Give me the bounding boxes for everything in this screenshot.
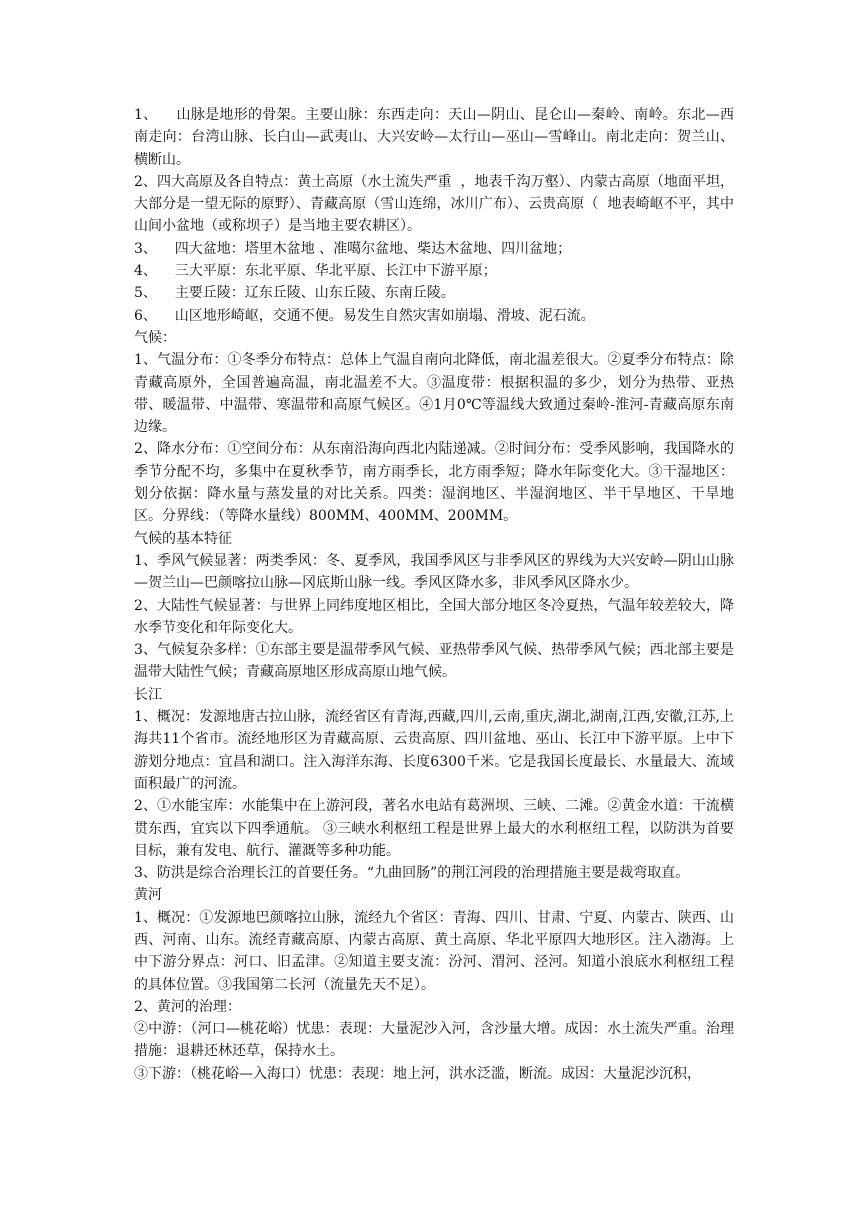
paragraph: 1、概况：①发源地巴颜喀拉山脉，流经九个省区：青海、四川、甘肃、宁夏、内蒙古、陕西、山西、河南、山东。流经青藏高原、内蒙古高原、黄土高原、华北平原四大地形区。注入渤海。上中下游分界点：河口、旧孟津。②知道主要支流：汾河、渭河、泾河。知道小浪底水利枢纽工程的具体位置。③我国第二长河（流量先天不足）。 <box>134 909 734 993</box>
paragraph: ②中游：（河口—桃花峪）忧患：表现：大量泥沙入河，含沙量大增。成因：水土流失严重。治理措施：退耕还林还草，保持水土。 <box>134 1021 734 1060</box>
paragraph: 1、气温分布：①冬季分布特点：总体上气温自南向北降低，南北温差很大。②夏季分布特点：除青藏高原外，全国普遍高温，南北温差不大。③温度带：根据积温的多少，划分为热带、亚热带、暖温带、中温带、寒温带和高原气候区。④1月0℃等温线大致通过秦岭-淮河-青藏高原东南边缘。 <box>134 352 734 436</box>
paragraph: ③下游：（桃花峪—入海口）忧患：表现：地上河，洪水泛滥，断流。成因：大量泥沙沉积， <box>134 1065 701 1082</box>
section-heading: 长江 <box>134 686 162 703</box>
paragraph: 3、气候复杂多样：①东部主要是温带季风气候、亚热带季风气候、热带季风气候；西北部主要是温带大陆性气候；青藏高原地区形成高原山地气候。 <box>134 642 734 681</box>
paragraph: 2、①水能宝库：水能集中在上游河段，著名水电站有葛洲坝、三峡、二滩。②黄金水道：干流横贯东西，宜宾以下四季通航。 ③三峡水利枢纽工程是世界上最大的水利枢纽工程，以防洪为首要目标，兼有发电、航行、灌溉等多种功能。 <box>134 798 734 859</box>
paragraph: 1、概况：发源地唐古拉山脉，流经省区有青海,西藏,四川,云南,重庆,湖北,湖南,江西,安徽,江苏,上海共11个省市。流经地形区为青藏高原、云贵高原、四川盆地、巫山、长江中下游平原。上中下游划分地点：宜昌和湖口。注入海洋东海、长度6300千米。它是我国长度最长、水量最大、流域面积最广的河流。 <box>134 709 734 792</box>
paragraph: 2、大陆性气候显著：与世界上同纬度地区相比，全国大部分地区冬冷夏热，气温年较差较大，降水季节变化和年际变化大。 <box>134 597 734 636</box>
paragraph: 4、 三大平原：东北平原、华北平原、长江中下游平原； <box>134 263 497 280</box>
section-heading: 黄河 <box>134 887 162 904</box>
section-heading: 气候： <box>134 329 176 346</box>
document-body <box>134 104 734 1085</box>
paragraph: 1、季风气候显著：两类季风：冬、夏季风，我国季风区与非季风区的界线为大兴安岭—阴山山脉—贺兰山—巴颜喀拉山脉—冈底斯山脉一线。季风区降水多，非风季风区降水少。 <box>134 552 734 592</box>
paragraph: 3、 四大盆地：塔里木盆地 、准噶尔盆地、柴达木盆地、四川盆地； <box>134 240 572 257</box>
section-heading: 2、黄河的治理： <box>134 998 241 1015</box>
paragraph: 2、四大高原及各自特点：黄土高原（水土流失严重 ，地表千沟万壑）、内蒙古高原（地面平坦，大部分是一望无际的原野）、青藏高原（雪山连绵，冰川广布）、云贵高原（ 地表崎岖不平，其中山间小盆地（或称坝子）是当地主要农耕区）。 <box>134 173 734 235</box>
paragraph: 3、防洪是综合治理长江的首要任务。“九曲回肠”的荆江河段的治理措施主要是裁弯取直。 <box>134 865 690 882</box>
paragraph: 2、降水分布：①空间分布：从东南沿海向西北内陆递减。②时间分布：受季风影响，我国降水的季节分配不均，多集中在夏秋季节，南方雨季长，北方雨季短；降水年际变化大。③干湿地区：划分依据：降水量与蒸发量的对比关系。四类：湿润地区、半湿润地区、半干旱地区、干旱地区。分界线：（等降水量线）800MM、400MM、200MM。 <box>134 441 734 525</box>
paragraph: 5、 主要丘陵：辽东丘陵、山东丘陵、东南丘陵。 <box>134 285 455 302</box>
paragraph: 1、 山脉是地形的骨架。主要山脉：东西走向：天山—阴山、昆仑山—秦岭、南岭。东北—西南走向：台湾山脉、长白山—武夷山、大兴安岭—太行山—巫山—雪峰山。南北走向：贺兰山、横断山。 <box>134 107 734 168</box>
section-heading: 气候的基本特征 <box>134 530 232 547</box>
paragraph: 6、 山区地形崎岖，交通不便。易发生自然灾害如崩塌、滑坡、泥石流。 <box>134 307 595 324</box>
